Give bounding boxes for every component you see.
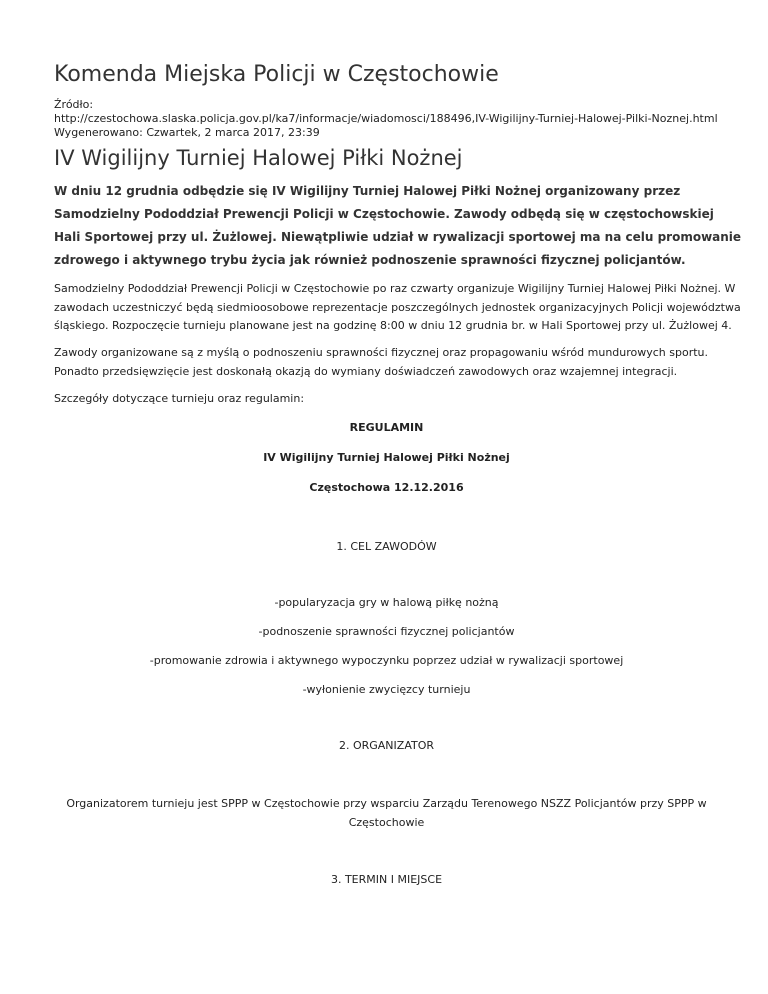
source-url: http://czestochowa.slaska.policja.gov.pl/ka7/informacje/wiadomosci/188496,IV-Wigilijny-Turniej-Halowej-Pilki-Noznej.html: [54, 112, 718, 125]
site-title: Komenda Miejska Policji w Częstochowie: [54, 62, 499, 87]
section-1-item: -podnoszenie sprawności fizycznej policjantów: [258, 625, 515, 638]
section-3-title: 3. TERMIN I MIEJSCE: [330, 873, 443, 886]
section-1-item: -wyłonienie zwycięzcy turnieju: [302, 683, 471, 696]
lead-line: W dniu 12 grudnia odbędzie się IV Wigilijny Turniej Halowej Piłki Nożnej organizowany przez: [54, 184, 681, 198]
generated-timestamp: Wygenerowano: Czwartek, 2 marca 2017, 23:39: [54, 126, 320, 139]
section-2-title: 2. ORGANIZATOR: [338, 739, 435, 752]
article-lead: [54, 180, 742, 272]
paragraph-line: Zawody organizowane są z myślą o podnoszeniu sprawności fizycznej oraz propagowaniu wśród mundurowych sportu.: [54, 346, 709, 359]
source-label: Źródło:: [54, 98, 94, 111]
lead-line: zdrowego i aktywnego trybu życia jak również podnoszenie sprawności fizycznej policjantów.: [54, 253, 686, 267]
article-paragraph-3: [54, 390, 719, 409]
regulations-heading: REGULAMIN: [349, 421, 424, 434]
section-2-line: Organizatorem turnieju jest SPPP w Częstochowie przy wsparciu Zarządu Terenowego NSZZ Policjantów przy SPPP w: [66, 797, 707, 810]
paragraph-line: Samodzielny Pododdział Prewencji Policji w Częstochowie po raz czwarty organizuje Wigilijny Turniej Halowej Piłki Nożnej. W: [54, 282, 736, 295]
regulations-place-date: Częstochowa 12.12.2016: [309, 481, 464, 494]
article-paragraph-2: [54, 344, 719, 381]
paragraph-line: Ponadto przedsięwzięcie jest doskonałą okazją do wymiany doświadczeń zawodowych oraz wzajemnej integracji.: [54, 364, 678, 378]
section-1-item: -popularyzacja gry w halową piłkę nożną: [274, 596, 499, 609]
article-title: IV Wigilijny Turniej Halowej Piłki Nożnej: [54, 146, 463, 170]
paragraph-line: zawodach uczestniczyć będą siedmioosobowe reprezentacje poszczególnych jednostek organizacyjnych Policji województwa: [54, 300, 741, 314]
paragraph-line: Szczegóły dotyczące turnieju oraz regulamin:: [54, 392, 305, 405]
lead-line: Hali Sportowej przy ul. Żużlowej. Niewątpliwie udział w rywalizacji sportowej ma na celu promowanie: [54, 230, 742, 244]
regulations-title: IV Wigilijny Turniej Halowej Piłki Nożnej: [263, 451, 510, 464]
paragraph-line: śląskiego. Rozpoczęcie turnieju planowane jest na godzinę 8:00 w dniu 12 grudnia br. w Hali Sportowej przy ul. Żużlowej 4.: [54, 319, 732, 332]
article-paragraph-1: [54, 280, 741, 336]
lead-line: Samodzielny Pododdział Prewencji Policji w Częstochowie. Zawody odbędą się w częstochowskiej: [54, 207, 714, 221]
section-2-line: Częstochowie: [348, 816, 425, 829]
section-1-item: -promowanie zdrowia i aktywnego wypoczynku poprzez udział w rywalizacji sportowej: [149, 654, 624, 667]
document-meta: [54, 98, 718, 140]
section-1-title: 1. CEL ZAWODÓW: [336, 540, 437, 553]
